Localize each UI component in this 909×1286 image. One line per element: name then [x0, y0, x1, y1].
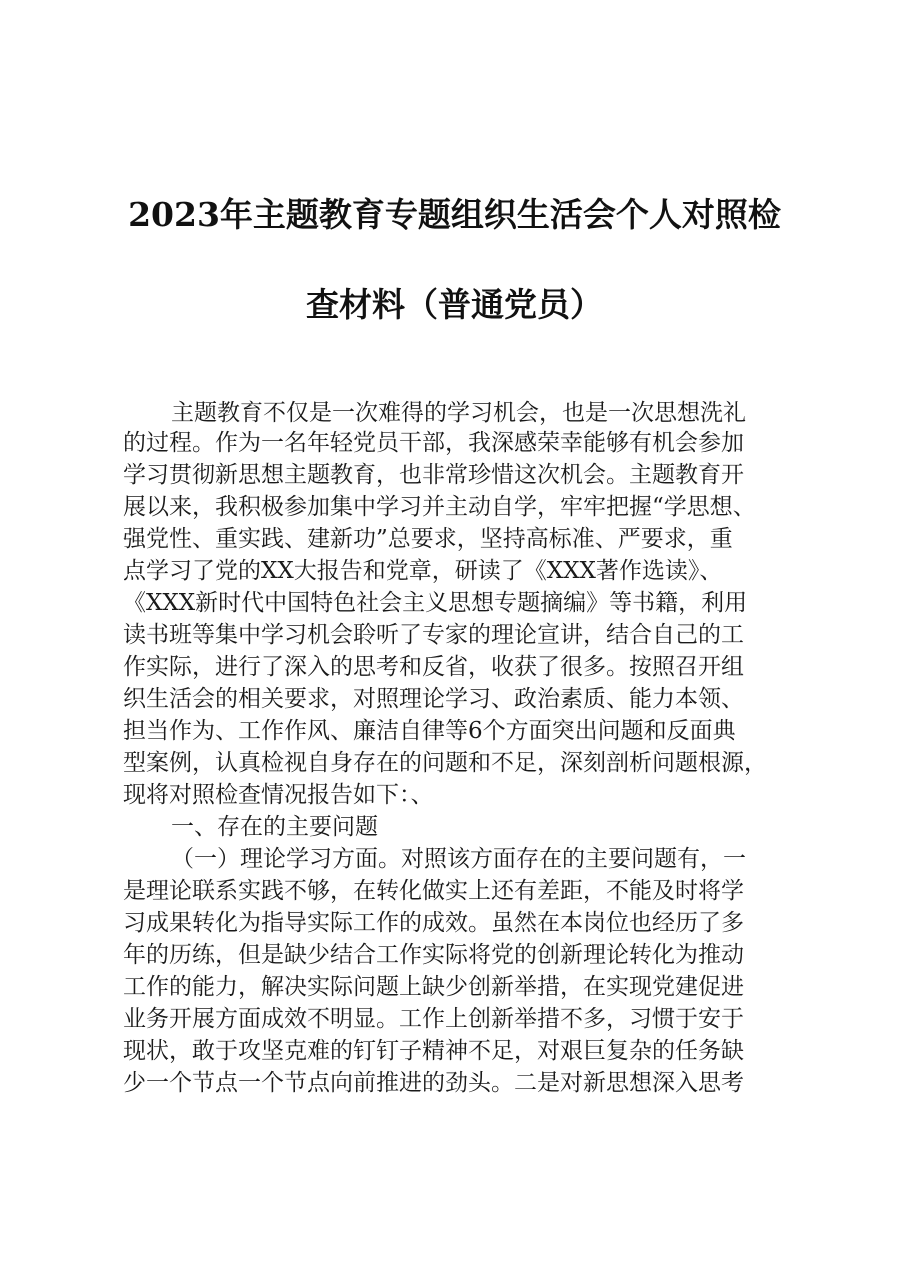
body-line-17: 习成果转化为指导实际工作的成效。虽然在本岗位也经历了多 [123, 910, 744, 936]
section-heading: 一、存在的主要问题 [171, 814, 378, 840]
body-line-16: 是理论联系实践不够，在转化做实上还有差距，不能及时将学 [123, 878, 744, 904]
body-line-5: 强党性、重实践、建新功”总要求，坚持高标准、严要求，重 [123, 526, 733, 552]
body-line-13: 现将对照检查情况报告如下：、 [123, 782, 434, 808]
body-line-12: 型案例，认真检视自身存在的问题和不足，深刻剖析问题根源， [123, 750, 767, 776]
document-title-line-1: 2023年主题教育专题组织生活会个人对照检 [128, 195, 781, 234]
body-line-15: （一）理论学习方面。对照该方面存在的主要问题有，一 [171, 846, 746, 872]
body-line-18: 年的历练，但是缺少结合工作实际将党的创新理论转化为推动 [123, 942, 744, 968]
body-line-9: 作实际，进行了深入的思考和反省，收获了很多。按照召开组 [123, 654, 744, 680]
body-line-11: 担当作为、工作作风、廉洁自律等6个方面突出问题和反面典 [123, 718, 736, 744]
body-line-10: 织生活会的相关要求，对照理论学习、政治素质、能力本领、 [123, 686, 744, 712]
body-line-20: 业务开展方面成效不明显。工作上创新举措不多，习惯于安于 [123, 1006, 744, 1032]
body-line-7: 《XXX新时代中国特色社会主义思想专题摘编》等书籍，利用 [123, 590, 748, 616]
body-line-1: 主题教育不仅是一次难得的学习机会，也是一次思想洗礼 [171, 400, 746, 426]
body-line-22: 少一个节点一个节点向前推进的劲头。二是对新思想深入思考 [123, 1070, 744, 1096]
body-line-2: 的过程。作为一名年轻党员干部，我深感荣幸能够有机会参加 [123, 430, 744, 456]
body-line-19: 工作的能力，解决实际问题上缺少创新举措，在实现党建促进 [123, 974, 744, 1000]
body-line-8: 读书班等集中学习机会聆听了专家的理论宣讲，结合自己的工 [123, 622, 744, 648]
document-title-line-2: 查材料（普通党员） [306, 285, 603, 324]
body-line-4: 展以来，我积极参加集中学习并主动自学，牢牢把握“学思想、 [123, 494, 756, 520]
body-line-21: 现状，敢于攻坚克难的钉钉子精神不足，对艰巨复杂的任务缺 [123, 1038, 744, 1064]
body-line-3: 学习贯彻新思想主题教育，也非常珍惜这次机会。主题教育开 [123, 462, 744, 488]
body-line-6: 点学习了党的XX大报告和党章，研读了《XXX著作选读》、 [123, 558, 723, 584]
